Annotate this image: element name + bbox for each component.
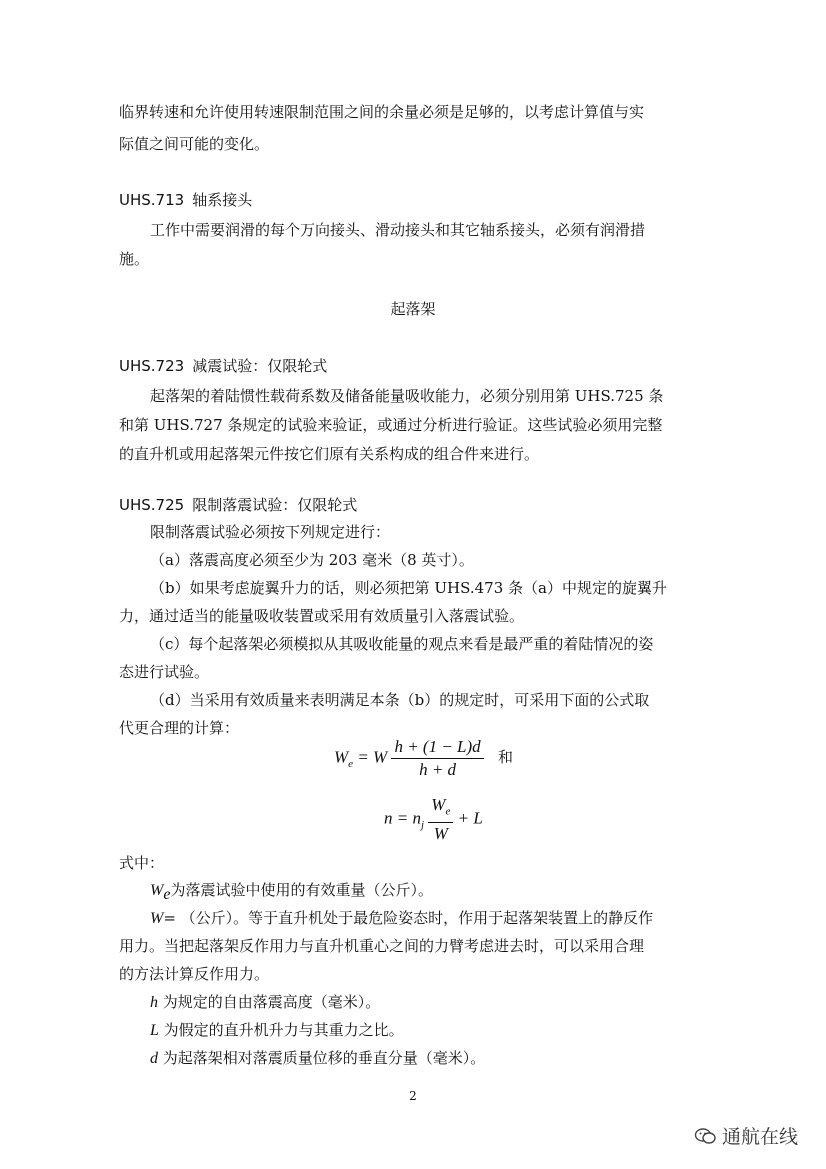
paragraph-line: 起落架的着陆惯性载荷系数及储备能量吸收能力，必须分别用第 UHS.725 条 — [150, 387, 664, 405]
watermark-text: 通航在线 — [721, 1126, 798, 1148]
section-heading-725 — [119, 495, 357, 515]
section-title: 减震试验：仅限轮式 — [192, 357, 328, 375]
section-code: UHS.725 — [119, 496, 185, 514]
paragraph-line: 态进行试验。 — [119, 663, 210, 681]
paragraph-line: 临界转速和允许使用转速限制范围之间的余量必须是足够的，以考虑计算值与实 — [119, 103, 645, 121]
paragraph-line: 代更合理的计算： — [119, 719, 240, 737]
paragraph-line: （c）每个起落架必须模拟从其吸收能量的观点来看是最严重的着陆情况的姿 — [150, 635, 654, 653]
definition-we: $W_e$为落震试验中使用的有效重量（公斤）。 — [150, 881, 433, 903]
center-heading: 起落架 — [390, 300, 436, 318]
paragraph-line: 力，通过适当的能量吸收装置或采用有效质量引入落震试验。 — [119, 607, 525, 625]
paragraph-line: 限制落震试验必须按下列规定进行： — [150, 523, 391, 541]
paragraph-line: （b）如果考虑旋翼升力的话，则必须把第 UHS.473 条（a）中规定的旋翼升 — [150, 579, 667, 597]
where-label: 式中： — [119, 854, 165, 872]
chat-bubble-icon — [694, 1127, 716, 1145]
definition-d: d 为起落架相对落震质量位移的垂直分量（毫米）。 — [150, 1049, 486, 1067]
section-code: UHS.713 — [119, 191, 185, 209]
fraction: $\frac{h + (1 - L)d}{h + d}$ — [391, 737, 483, 780]
paragraph-line: 施。 — [119, 250, 150, 268]
paragraph-line: （d）当采用有效质量来表明满足本条（b）的规定时，可采用下面的公式取 — [150, 691, 650, 709]
paragraph-line: 的方法计算反作用力。 — [119, 965, 270, 983]
section-code: UHS.723 — [119, 357, 185, 375]
page-number: 2 — [409, 1089, 417, 1103]
paragraph-line: 的直升机或用起落架元件按它们原有关系构成的组合件来进行。 — [119, 445, 540, 463]
section-title: 限制落震试验：仅限轮式 — [192, 496, 358, 514]
watermark — [694, 1122, 798, 1149]
definition-w: W= （公斤）。等于直升机处于最危险姿态时，作用于起落架装置上的静反作 — [150, 909, 654, 927]
definition-l: L 为假定的直升机升力与其重力之比。 — [150, 1021, 404, 1039]
paragraph-line: （a）落震高度必须至少为 203 毫米（8 英寸）。 — [150, 551, 474, 569]
paragraph-line: 用力。当把起落架反作用力与直升机重心之间的力臂考虑进去时，可以采用合理 — [119, 937, 645, 955]
section-title: 轴系接头 — [192, 191, 253, 209]
section-heading-713 — [119, 190, 252, 210]
definition-h: h 为规定的自由落震高度（毫米）。 — [150, 993, 381, 1011]
paragraph-line: 工作中需要润滑的每个万向接头、滑动接头和其它轴系接头，必须有润滑措 — [150, 221, 646, 239]
conjunction: 和 — [497, 748, 513, 767]
formula-effective-weight: $W_e = W$ $\frac{h + (1 - L)d}{h + d}$ 和 — [334, 737, 513, 779]
section-heading-723 — [119, 356, 327, 376]
paragraph-line: 和第 UHS.727 条规定的试验来验证，或通过分析进行验证。这些试验必须用完整 — [119, 416, 663, 434]
fraction: $\frac{W_e}{W}$ — [428, 795, 453, 844]
formula-load-factor: $n = n_j$ $\frac{W_e}{W}$ + L — [384, 795, 483, 844]
paragraph-line: 际值之间可能的变化。 — [119, 135, 270, 153]
